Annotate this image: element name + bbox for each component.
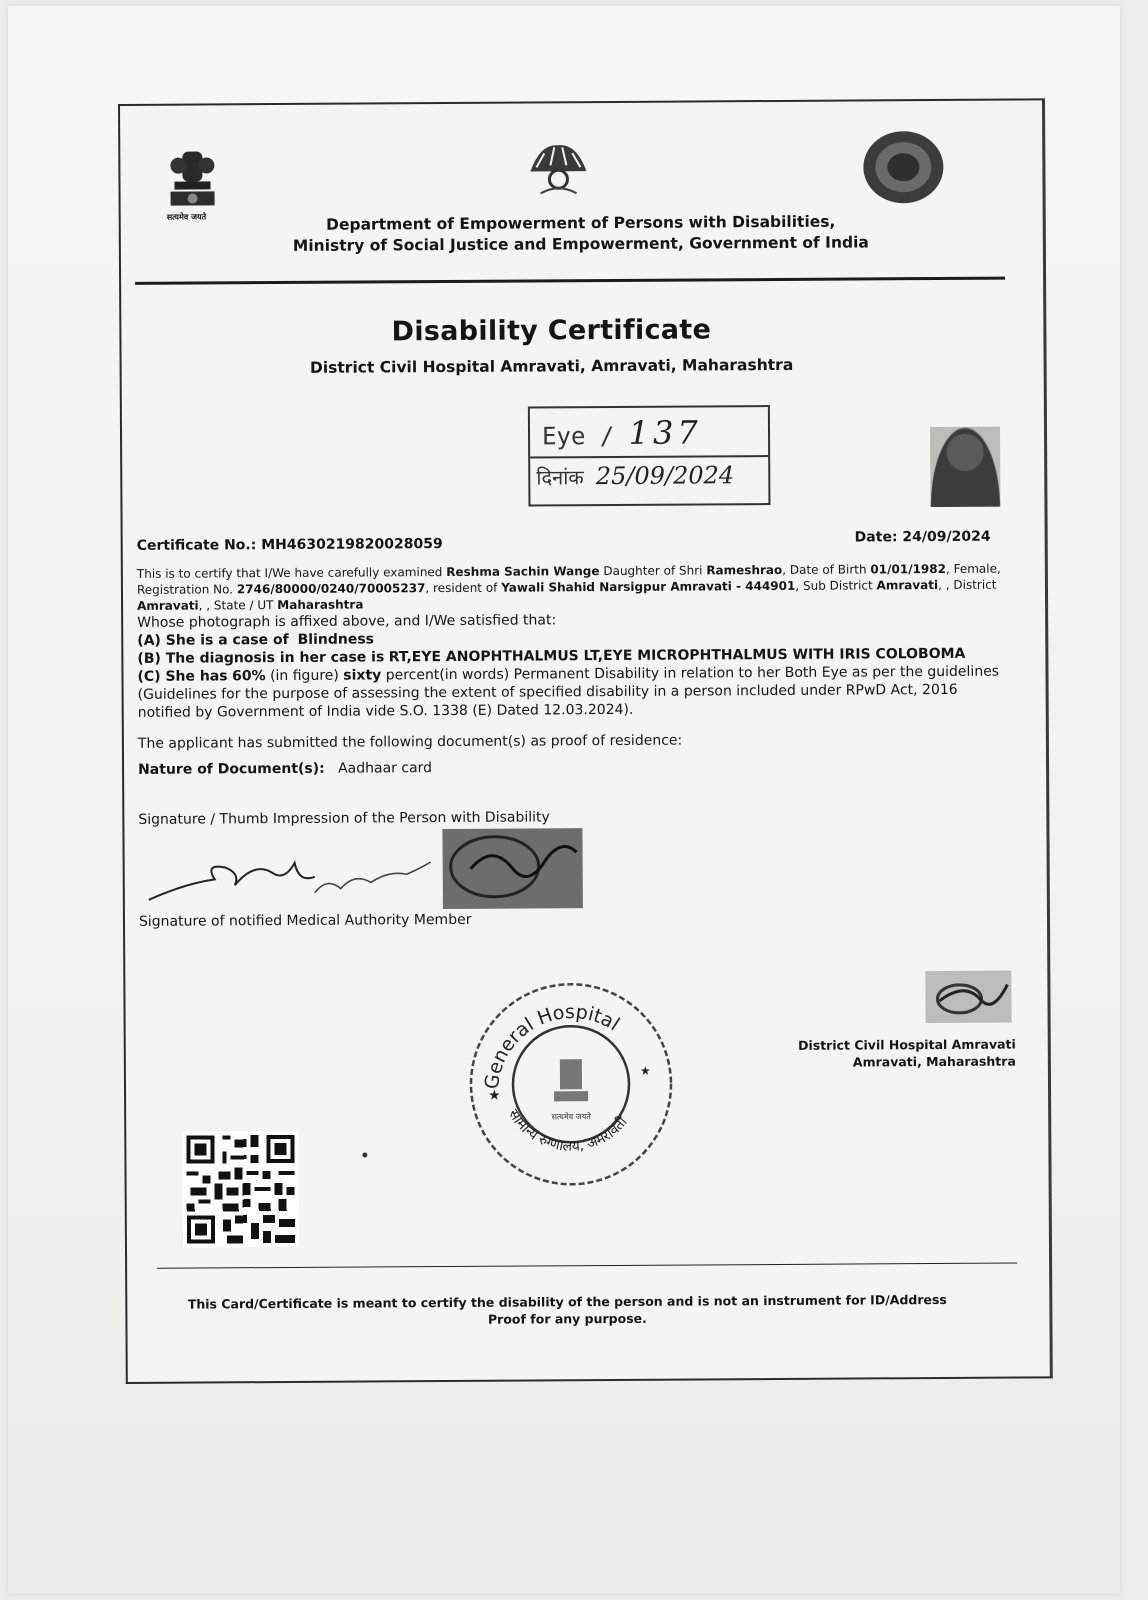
inward-number: 137 xyxy=(628,413,702,452)
issue-date-label: Date: xyxy=(854,529,898,546)
disability-percent-words: sixty xyxy=(343,667,382,684)
inward-date: 25/09/2024 xyxy=(595,461,735,491)
hospital-subtitle: District Civil Hospital Amravati, Amravati, Maharashtra xyxy=(309,355,794,377)
paper-sheet xyxy=(8,6,1120,1594)
inward-number-stamp xyxy=(528,405,771,506)
nature-label: Nature of Document(s): xyxy=(138,760,325,778)
footer-disclaimer: This Card/Certificate is meant to certify the disability of the person and is not an instrument for ID/Address Proof for any purpose. xyxy=(187,1291,947,1327)
seal-bottom-text: सामान्य रुग्णालय, अमरावती xyxy=(505,1106,631,1155)
medical-authority-signature-stamp xyxy=(442,828,582,909)
photo-affixed-line: Whose photograph is affixed above, and I/We satisfied that: xyxy=(137,612,557,631)
nature-of-document xyxy=(138,757,1008,778)
header-line-2: Ministry of Social Justice and Empowerment, Government of India xyxy=(292,233,869,255)
residence-proof-line: The applicant has submitted the following document(s) as proof of residence: xyxy=(137,732,683,752)
seal-center-text: सत्यमेव जयते xyxy=(551,1112,591,1122)
applicant-signature-label: Signature / Thumb Impression of the Person with Disability xyxy=(138,809,550,828)
findings-block xyxy=(137,609,1008,722)
department-logo-icon xyxy=(520,137,596,199)
issue-date xyxy=(855,529,991,546)
registration-number: 2746/80000/0240/70005237 xyxy=(236,581,426,597)
nature-value: Aadhaar card xyxy=(338,760,433,777)
subdistrict-label: , Sub District xyxy=(795,578,873,593)
emblem-motto: सत्यमेव जयते xyxy=(166,212,207,222)
district-label: , , District xyxy=(938,577,997,592)
medical-authority-label: Signature of notified Medical Authority Member xyxy=(138,911,472,930)
seal-top-text: General Hospital xyxy=(480,1001,624,1091)
percent-figure-label: (in figure) xyxy=(269,667,339,685)
state-seal-icon xyxy=(860,129,946,206)
relation-text: Daughter of Shri xyxy=(603,563,703,579)
inward-date-label: दिनांक xyxy=(536,465,584,490)
applicant-photo xyxy=(930,427,1000,507)
finding-a-label: (A) She is a case of xyxy=(137,631,289,649)
gender-text: , Female, Registration No. xyxy=(136,561,1001,597)
seal-emblem-icon xyxy=(554,1059,588,1101)
certificate-number xyxy=(137,536,443,554)
certificate-number-label: Certificate No.: xyxy=(136,537,257,554)
medical-officer-signature xyxy=(315,862,431,893)
authority-block xyxy=(766,1036,1016,1072)
certificate-title: Disability Certificate xyxy=(391,314,712,348)
verification-qr-code[interactable] xyxy=(182,1131,299,1248)
inward-prefix: Eye / xyxy=(541,421,615,451)
authority-line-2: Amravati, Maharashtra xyxy=(852,1053,1016,1070)
resident-label: , resident of xyxy=(425,580,498,596)
address: Yawali Shahid Narsigpur Amravati - 444901 xyxy=(501,578,796,595)
father-name: Rameshrao xyxy=(706,562,783,578)
finding-c-label: (C) She has xyxy=(137,668,228,685)
finding-c xyxy=(137,663,1007,722)
applicant-signature xyxy=(149,863,315,900)
ink-mark xyxy=(362,1152,367,1157)
seal-star-icon: ★ xyxy=(488,1087,501,1104)
authority-signature-stamp xyxy=(925,971,1011,1024)
seal-star-icon-2: ★ xyxy=(639,1063,651,1078)
certificate-number-value: MH4630219820028059 xyxy=(261,536,443,554)
header-divider xyxy=(135,277,1005,285)
finding-b-value: RT,EYE ANOPHTHALMUS LT,EYE MICROPHTHALMUS WITH IRIS COLOBOMA xyxy=(388,645,966,666)
applicant-name: Reshma Sachin Wange xyxy=(446,564,600,580)
issue-date-value: 24/09/2024 xyxy=(902,528,991,546)
footer-divider xyxy=(157,1263,1017,1269)
certificate-frame xyxy=(118,98,1053,1384)
state-label: , , State / UT xyxy=(198,598,274,613)
hospital-seal xyxy=(465,979,676,1190)
certify-text: This is to certify that I/We have carefully examined xyxy=(136,565,443,581)
authority-scribble-icon xyxy=(925,971,1011,1024)
department-header xyxy=(261,211,901,257)
state: Maharashtra xyxy=(277,597,364,613)
certification-paragraph xyxy=(137,561,1007,614)
finding-a-value: Blindness xyxy=(297,631,375,648)
date-of-birth: 01/01/1982 xyxy=(870,561,946,577)
subdistrict: Amravati xyxy=(876,577,939,593)
district: Amravati xyxy=(137,598,199,613)
dob-label: , Date of Birth xyxy=(782,562,867,577)
svg-text:General Hospital xyxy=(480,1001,624,1091)
header-line-1: Department of Empowerment of Persons with Disabilities, xyxy=(326,212,836,234)
authority-line-1: District Civil Hospital Amravati xyxy=(798,1036,1016,1053)
finding-b-label: (B) The diagnosis in her case is xyxy=(137,649,385,667)
disability-percent: 60% xyxy=(232,668,266,685)
signature-scribble-icon xyxy=(442,828,582,909)
finding-c-text: percent(in words) Permanent Disability in relation to her Both Eye as per the guidelines (Guidelines for the purpose of assessing the extent of specified disability in a person included under RPwD Act, 2016 notified by Government of India vide S.O. 1338 (E) Dated 12.03.2024). xyxy=(137,663,1000,721)
